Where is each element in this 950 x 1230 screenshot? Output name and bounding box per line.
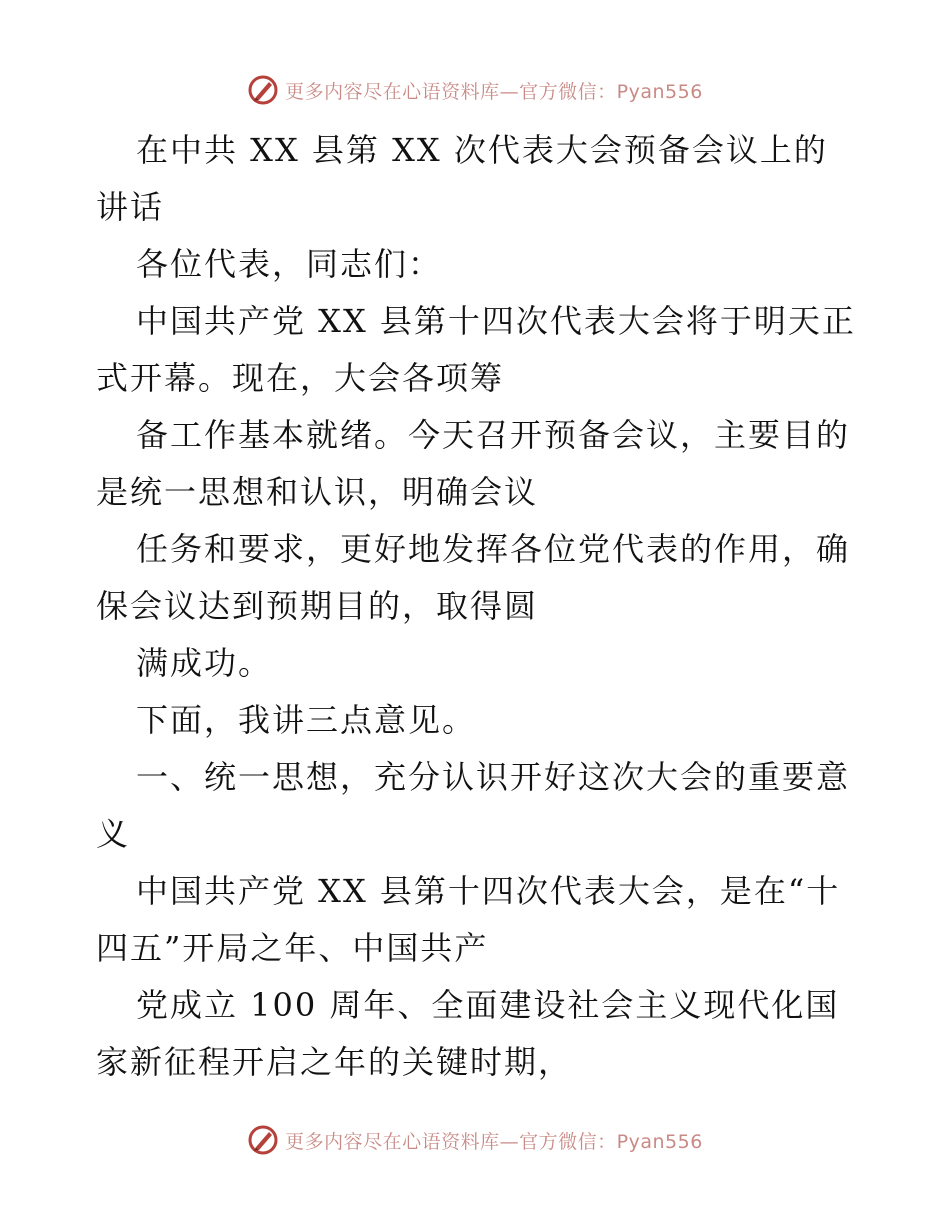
body-paragraph: 中国共产党 XX 县第十四次代表大会将于明天正式开幕。现在，大会各项筹 <box>96 302 856 397</box>
pen-logo-icon <box>247 1124 279 1156</box>
body-paragraph: 下面，我讲三点意见。 <box>136 701 477 739</box>
section-heading: 一、统一思想，充分认识开好这次大会的重要意义 <box>96 758 851 853</box>
document-body <box>96 122 856 1091</box>
watermark-text: 更多内容尽在心语资料库—官方微信：Pyan556 <box>285 1130 703 1153</box>
speech-title: 在中共 XX 县第 XX 次代表大会预备会议上的讲话 <box>96 131 828 226</box>
watermark-text: 更多内容尽在心语资料库—官方微信：Pyan556 <box>285 80 703 103</box>
body-paragraph: 备工作基本就绪。今天召开预备会议，主要目的是统一思想和认识，明确会议 <box>96 416 851 511</box>
pen-logo-icon <box>247 74 279 106</box>
body-paragraph: 中国共产党 XX 县第十四次代表大会，是在“十四五”开局之年、中国共产 <box>96 872 841 967</box>
watermark-header <box>0 70 950 110</box>
body-paragraph: 任务和要求，更好地发挥各位党代表的作用，确保会议达到预期目的，取得圆 <box>96 530 851 625</box>
watermark-footer <box>0 1120 950 1160</box>
salutation: 各位代表，同志们： <box>136 245 443 283</box>
body-paragraph: 党成立 100 周年、全面建设社会主义现代化国家新征程开启之年的关键时期， <box>96 986 840 1081</box>
body-paragraph: 满成功。 <box>136 644 273 682</box>
